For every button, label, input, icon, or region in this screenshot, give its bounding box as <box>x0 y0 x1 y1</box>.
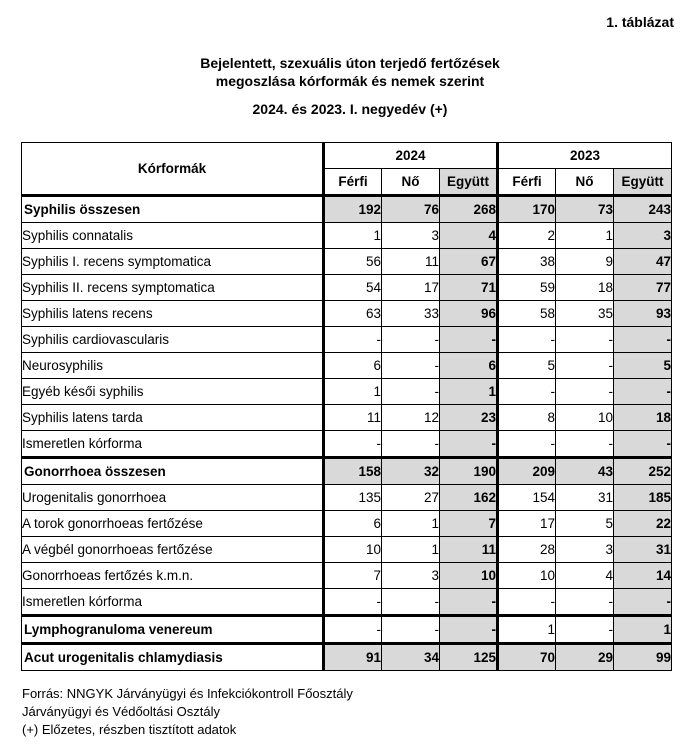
table-cell: 77 <box>614 275 672 301</box>
table-cell: - <box>382 589 440 616</box>
table-cell: - <box>324 589 382 616</box>
table-cell: - <box>382 327 440 353</box>
row-label: Syphilis II. recens symptomatica <box>22 275 324 301</box>
table-cell: - <box>440 327 498 353</box>
row-label: Neurosyphilis <box>22 353 324 379</box>
table-cell: 268 <box>440 196 498 223</box>
table-cell: 6 <box>324 353 382 379</box>
table-cell: - <box>614 379 672 405</box>
table-cell: 96 <box>440 301 498 327</box>
table-cell: 38 <box>498 249 556 275</box>
table-cell: 6 <box>440 353 498 379</box>
table-cell: 28 <box>498 537 556 563</box>
table-row <box>22 511 672 537</box>
table-cell: 4 <box>556 563 614 589</box>
table-cell: - <box>556 379 614 405</box>
table-cell: 7 <box>440 511 498 537</box>
header-together-2023: Együtt <box>614 169 672 196</box>
table-cell: - <box>382 616 440 644</box>
table-cell: 11 <box>440 537 498 563</box>
table-cell: - <box>498 589 556 616</box>
table-cell: 27 <box>382 485 440 511</box>
table-cell: 10 <box>498 563 556 589</box>
table-cell: 29 <box>556 644 614 671</box>
table-cell: 12 <box>382 405 440 431</box>
table-body <box>22 196 672 671</box>
table-cell: 58 <box>498 301 556 327</box>
table-cell: - <box>324 431 382 458</box>
table-cell: 5 <box>614 353 672 379</box>
table-cell: 56 <box>324 249 382 275</box>
row-label: A torok gonorrhoeas fertőzése <box>22 511 324 537</box>
table-title <box>0 54 700 118</box>
row-label: Egyéb késői syphilis <box>22 379 324 405</box>
table-cell: 76 <box>382 196 440 223</box>
table-row <box>22 589 672 616</box>
table-cell: 7 <box>324 563 382 589</box>
table-cell: 32 <box>382 458 440 485</box>
table-row <box>22 616 672 644</box>
footnote: (+) Előzetes, részben tisztított adatok <box>22 722 237 737</box>
table-cell: 125 <box>440 644 498 671</box>
table-cell: 11 <box>324 405 382 431</box>
table-row <box>22 353 672 379</box>
table-cell: 3 <box>382 563 440 589</box>
table-row <box>22 301 672 327</box>
table-cell: - <box>324 327 382 353</box>
table-cell: - <box>324 616 382 644</box>
table-cell: - <box>498 327 556 353</box>
table-cell: 1 <box>498 616 556 644</box>
row-label: Syphilis latens recens <box>22 301 324 327</box>
table-cell: 1 <box>324 379 382 405</box>
table-cell: 22 <box>614 511 672 537</box>
table-cell: - <box>382 431 440 458</box>
table-cell: - <box>556 589 614 616</box>
table-cell: 6 <box>324 511 382 537</box>
table-row <box>22 379 672 405</box>
table-cell: 33 <box>382 301 440 327</box>
table-cell: 252 <box>614 458 672 485</box>
table-cell: 1 <box>440 379 498 405</box>
table-cell: - <box>498 431 556 458</box>
table-cell: - <box>440 616 498 644</box>
table-cell: 1 <box>382 537 440 563</box>
table-number: 1. táblázat <box>606 14 674 30</box>
row-label: Syphilis cardiovascularis <box>22 327 324 353</box>
table-row <box>22 327 672 353</box>
table-cell: - <box>556 431 614 458</box>
header-female-2024: Nő <box>382 169 440 196</box>
table-cell: 17 <box>382 275 440 301</box>
table-cell: 70 <box>498 644 556 671</box>
table-cell: 9 <box>556 249 614 275</box>
table-cell: 43 <box>556 458 614 485</box>
row-label: Syphilis latens tarda <box>22 405 324 431</box>
row-label: Urogenitalis gonorrhoea <box>22 485 324 511</box>
table-cell: 135 <box>324 485 382 511</box>
header-male-2023: Férfi <box>498 169 556 196</box>
table-cell: 209 <box>498 458 556 485</box>
table-row <box>22 431 672 458</box>
table-cell: 243 <box>614 196 672 223</box>
table-cell: 5 <box>498 353 556 379</box>
row-label: Ismeretlen kórforma <box>22 431 324 458</box>
header-korformak: Kórformák <box>22 143 324 196</box>
table-cell: 59 <box>498 275 556 301</box>
header-year-2024: 2024 <box>324 143 498 169</box>
table-cell: 23 <box>440 405 498 431</box>
table-cell: 185 <box>614 485 672 511</box>
table-cell: 14 <box>614 563 672 589</box>
table-cell: 158 <box>324 458 382 485</box>
table-row <box>22 275 672 301</box>
table-cell: 54 <box>324 275 382 301</box>
header-together-2024: Együtt <box>440 169 498 196</box>
table-cell: 8 <box>498 405 556 431</box>
table-cell: 71 <box>440 275 498 301</box>
table-cell: 63 <box>324 301 382 327</box>
table-cell: - <box>498 379 556 405</box>
table-cell: 73 <box>556 196 614 223</box>
row-label: Lymphogranuloma venereum <box>22 616 324 644</box>
table-cell: 162 <box>440 485 498 511</box>
table-cell: 192 <box>324 196 382 223</box>
table-cell: 10 <box>556 405 614 431</box>
row-label: Acut urogenitalis chlamydiasis <box>22 644 324 671</box>
table-cell: 10 <box>440 563 498 589</box>
row-label: Syphilis connatalis <box>22 223 324 249</box>
source-line-1: Forrás: NNGYK Járványügyi és Infekciókontroll Főosztály <box>22 686 353 701</box>
table-cell: - <box>382 353 440 379</box>
table-cell: 1 <box>614 616 672 644</box>
table-row <box>22 196 672 223</box>
row-label: Ismeretlen kórforma <box>22 589 324 616</box>
table-cell: 3 <box>382 223 440 249</box>
table-cell: 170 <box>498 196 556 223</box>
table-cell: 31 <box>614 537 672 563</box>
table-cell: 1 <box>556 223 614 249</box>
table-cell: - <box>440 431 498 458</box>
table-cell: - <box>614 327 672 353</box>
table-cell: 99 <box>614 644 672 671</box>
table-cell: 2 <box>498 223 556 249</box>
table-cell: 1 <box>382 511 440 537</box>
footer <box>22 685 353 739</box>
table-cell: 4 <box>440 223 498 249</box>
table-row <box>22 485 672 511</box>
table-cell: - <box>614 589 672 616</box>
table-cell: 18 <box>614 405 672 431</box>
std-table <box>21 142 672 671</box>
table-cell: 91 <box>324 644 382 671</box>
table-cell: - <box>382 379 440 405</box>
row-label: Syphilis összesen <box>22 196 324 223</box>
table-cell: 67 <box>440 249 498 275</box>
table-row <box>22 563 672 589</box>
table-cell: - <box>440 589 498 616</box>
table-cell: - <box>556 353 614 379</box>
table-row <box>22 537 672 563</box>
title-line-1: Bejelentett, szexuális úton terjedő fertőzések <box>200 55 500 71</box>
table-cell: 5 <box>556 511 614 537</box>
table-cell: 31 <box>556 485 614 511</box>
table-cell: 154 <box>498 485 556 511</box>
table-cell: 1 <box>324 223 382 249</box>
table-row <box>22 405 672 431</box>
table-cell: - <box>556 616 614 644</box>
table-cell: 10 <box>324 537 382 563</box>
table-cell: 47 <box>614 249 672 275</box>
row-label: A végbél gonorrhoeas fertőzése <box>22 537 324 563</box>
table-cell: 3 <box>556 537 614 563</box>
table-cell: - <box>556 327 614 353</box>
table-cell: - <box>614 431 672 458</box>
table-cell: 34 <box>382 644 440 671</box>
row-label: Gonorrhoea összesen <box>22 458 324 485</box>
table-row <box>22 644 672 671</box>
source-line-2: Járványügyi és Védőoltási Osztály <box>22 704 220 719</box>
table-cell: 35 <box>556 301 614 327</box>
table-row <box>22 223 672 249</box>
table-cell: 3 <box>614 223 672 249</box>
table-cell: 93 <box>614 301 672 327</box>
table-cell: 18 <box>556 275 614 301</box>
header-year-2023: 2023 <box>498 143 672 169</box>
table-row <box>22 249 672 275</box>
table-cell: 11 <box>382 249 440 275</box>
header-female-2023: Nő <box>556 169 614 196</box>
table-cell: 190 <box>440 458 498 485</box>
title-line-2: megoszlása kórformák és nemek szerint <box>215 73 485 89</box>
table-cell: 17 <box>498 511 556 537</box>
title-period: 2024. és 2023. I. negyedév (+) <box>252 101 448 117</box>
header-male-2024: Férfi <box>324 169 382 196</box>
row-label: Gonorrhoeas fertőzés k.m.n. <box>22 563 324 589</box>
table-row <box>22 458 672 485</box>
row-label: Syphilis I. recens symptomatica <box>22 249 324 275</box>
